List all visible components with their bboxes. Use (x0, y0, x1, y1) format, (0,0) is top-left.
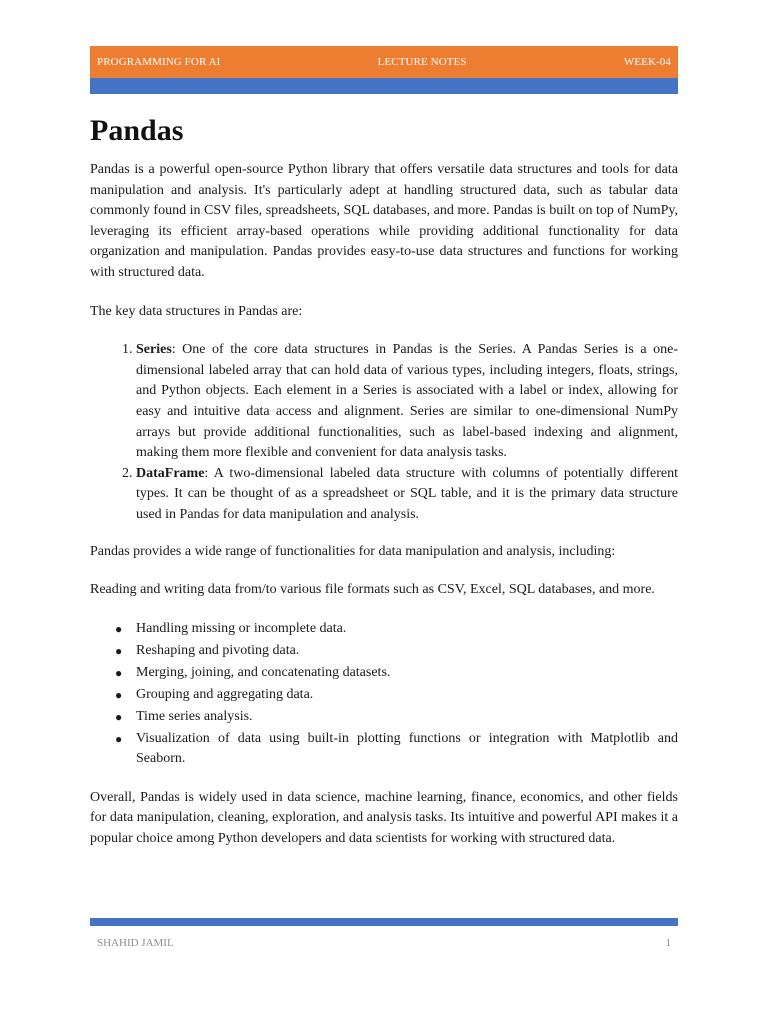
structure-term: DataFrame (136, 465, 205, 481)
structure-term: Series (136, 342, 172, 358)
list-item: ● Reshaping and pivoting data. (136, 641, 678, 662)
header-week: WEEK-04 (623, 56, 671, 68)
list-item: ● Merging, joining, and concatenating datasets. (136, 663, 678, 684)
intro-paragraph: Pandas is a powerful open-source Python library that offers versatile data structures and tools for data manipulation and analysis. It's particularly adept at handling structured data, such as tabular data commonly found in CSV files, spreadsheets, SQL databases, and more. Pandas is built on top of NumPy, leveraging its efficient array-based operations while providing additional functionality for data organization and manipulation. Pandas provides easy-to-use data structures and functions for working with structured data. (90, 162, 678, 280)
header-doc-type: LECTURE NOTES (377, 56, 467, 68)
bullet-icon: ● (115, 687, 123, 702)
bullet-icon: ● (115, 731, 123, 746)
bullet-icon: ● (115, 709, 123, 724)
list-item: ● Grouping and aggregating data. (136, 685, 678, 706)
header-course: PROGRAMMING FOR AI (97, 56, 221, 68)
list-item: ● Visualization of data using built-in plotting functions or integration with Matplotlib and Seaborn. (115, 730, 678, 767)
reading-writing-paragraph: Reading and writing data from/to various file formats such as CSV, Excel, SQL databases, and more. (90, 582, 655, 598)
page-title: Pandas (90, 114, 184, 147)
list-item (136, 464, 678, 526)
conclusion-paragraph: Overall, Pandas is widely used in data science, machine learning, finance, economics, and other fields for data manipulation, cleaning, exploration, and analysis tasks. Its intuitive and powerful API makes it a popular choice among Python developers and data scientists for working with structured data. (90, 789, 678, 846)
list-item (136, 340, 678, 464)
page-number: 1 (665, 937, 671, 949)
page-footer (97, 937, 671, 949)
bullet-icon: ● (115, 643, 123, 658)
structure-description: : One of the core data structures in Pandas is the Series. A Pandas Series is a one-dimensional labeled array that can hold data of various types, including integers, floats, strings, and Python objects. Each element in a Series is associated with a label or index, allowing for easy and intuitive data access and alignment. Series are similar to one-dimensional NumPy arrays but provide additional functionalities, such as label-based indexing and alignment, making them more flexible and convenient for data analysis tasks. (136, 342, 678, 461)
bullet-icon: ● (115, 621, 123, 636)
list-item: ● Handling missing or incomplete data. (136, 619, 678, 640)
bullet-icon: ● (115, 665, 123, 680)
document-page (90, 46, 678, 868)
functionalities-list (90, 619, 678, 770)
structures-list (90, 340, 678, 525)
key-structures-intro: The key data structures in Pandas are: (90, 303, 303, 319)
list-item: ● Time series analysis. (136, 707, 678, 728)
footer-author: SHAHID JAMIL (97, 937, 174, 949)
structure-description: : A two-dimensional labeled data structure with columns of potentially different types. It can be thought of as a spreadsheet or SQL table, and it is the primary data structure used in Pandas for data manipulation and analysis. (136, 465, 678, 522)
header-band (90, 78, 678, 94)
footer-band (90, 918, 678, 926)
page-header (90, 46, 678, 78)
functionalities-intro: Pandas provides a wide range of functionalities for data manipulation and analysis, including: (90, 543, 616, 559)
